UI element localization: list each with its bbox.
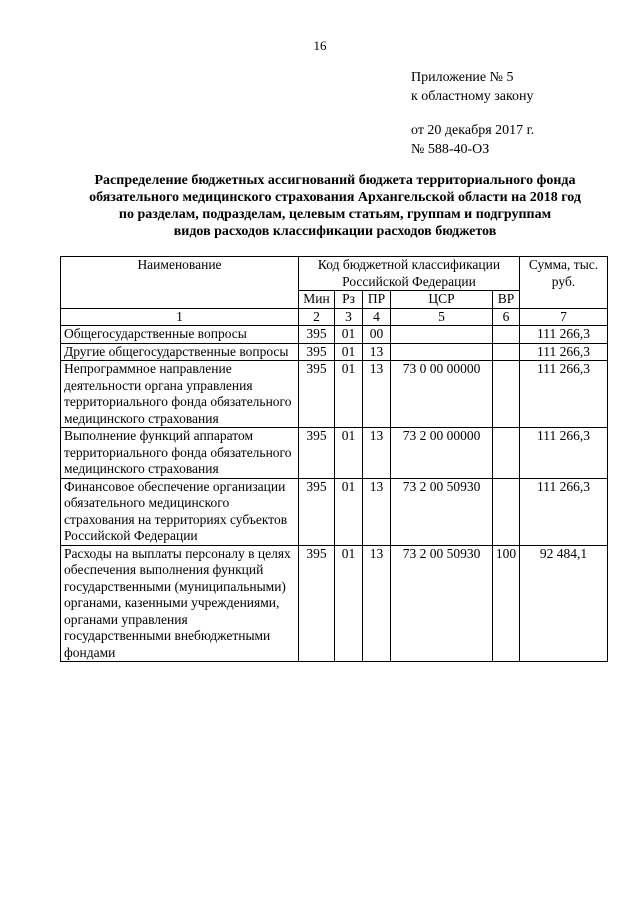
appendix-line-4: № 588-40-ОЗ bbox=[411, 142, 490, 157]
row-min: 395 bbox=[299, 326, 335, 344]
table-row bbox=[61, 545, 608, 662]
header-vr: ВР bbox=[493, 291, 520, 309]
column-number: 1 bbox=[61, 308, 299, 326]
header-rz: Рз bbox=[335, 291, 363, 309]
table-row bbox=[61, 326, 608, 344]
header-name: Наименование bbox=[61, 257, 299, 309]
row-min: 395 bbox=[299, 343, 335, 361]
appendix-line-1: Приложение № 5 bbox=[411, 70, 514, 85]
row-name: Выполнение функций аппаратом территориального фонда обязательного медицинского страхования bbox=[61, 428, 299, 479]
header-min: Мин bbox=[299, 291, 335, 309]
table-row bbox=[61, 428, 608, 479]
row-rz: 01 bbox=[335, 361, 363, 428]
table-row bbox=[61, 343, 608, 361]
row-name: Финансовое обеспечение организации обязательного медицинского страхования на территориях субъектов Российской Федерации bbox=[61, 478, 299, 545]
row-pr: 13 bbox=[363, 361, 391, 428]
row-sum: 92 484,1 bbox=[520, 545, 608, 662]
row-rz: 01 bbox=[335, 343, 363, 361]
row-csr: 73 2 00 00000 bbox=[391, 428, 493, 479]
row-name: Непрограммное направление деятельности органа управления территориального фонда обязательного медицинского страхования bbox=[61, 361, 299, 428]
column-number: 7 bbox=[520, 308, 608, 326]
row-vr bbox=[493, 343, 520, 361]
row-csr: 73 2 00 50930 bbox=[391, 545, 493, 662]
budget-table bbox=[60, 256, 608, 662]
appendix-block bbox=[411, 68, 534, 159]
title-line-2: обязательного медицинского страхования Архангельской области на 2018 год bbox=[89, 190, 581, 205]
row-pr: 13 bbox=[363, 343, 391, 361]
row-sum: 111 266,3 bbox=[520, 478, 608, 545]
column-number: 3 bbox=[335, 308, 363, 326]
row-name: Расходы на выплаты персоналу в целях обеспечения выполнения функций государственными (муниципальными) органами, казенными учреждениями, органами управления государственными внебюджетными фондами bbox=[61, 545, 299, 662]
row-sum: 111 266,3 bbox=[520, 326, 608, 344]
row-sum: 111 266,3 bbox=[520, 428, 608, 479]
row-vr bbox=[493, 428, 520, 479]
row-rz: 01 bbox=[335, 545, 363, 662]
row-csr bbox=[391, 343, 493, 361]
row-min: 395 bbox=[299, 478, 335, 545]
row-pr: 13 bbox=[363, 545, 391, 662]
table-row bbox=[61, 361, 608, 428]
title-line-4: видов расходов классификации расходов бюджетов bbox=[173, 224, 497, 239]
table-row bbox=[61, 478, 608, 545]
header-code-group: Код бюджетной классификации Российской Федерации bbox=[299, 257, 520, 291]
column-number: 2 bbox=[299, 308, 335, 326]
row-sum: 111 266,3 bbox=[520, 361, 608, 428]
row-rz: 01 bbox=[335, 478, 363, 545]
appendix-line-2: к областному закону bbox=[411, 89, 534, 104]
header-pr: ПР bbox=[363, 291, 391, 309]
row-vr bbox=[493, 326, 520, 344]
row-min: 395 bbox=[299, 361, 335, 428]
row-name: Другие общегосударственные вопросы bbox=[61, 343, 299, 361]
row-vr bbox=[493, 478, 520, 545]
row-vr bbox=[493, 361, 520, 428]
appendix-line-3: от 20 декабря 2017 г. bbox=[411, 123, 535, 138]
header-csr: ЦСР bbox=[391, 291, 493, 309]
row-vr: 100 bbox=[493, 545, 520, 662]
row-min: 395 bbox=[299, 545, 335, 662]
row-sum: 111 266,3 bbox=[520, 343, 608, 361]
row-rz: 01 bbox=[335, 326, 363, 344]
column-number: 5 bbox=[391, 308, 493, 326]
column-number-row bbox=[61, 308, 608, 326]
page-number: 16 bbox=[313, 38, 327, 53]
row-pr: 13 bbox=[363, 428, 391, 479]
title-line-1: Распределение бюджетных ассигнований бюджета территориального фонда bbox=[94, 173, 576, 188]
row-csr: 73 2 00 50930 bbox=[391, 478, 493, 545]
row-rz: 01 bbox=[335, 428, 363, 479]
header-sum: Сумма, тыс. руб. bbox=[520, 257, 608, 309]
title-line-3: по разделам, подразделам, целевым статьям, группам и подгруппам bbox=[118, 207, 552, 222]
column-number: 6 bbox=[493, 308, 520, 326]
row-pr: 13 bbox=[363, 478, 391, 545]
column-number: 4 bbox=[363, 308, 391, 326]
row-csr: 73 0 00 00000 bbox=[391, 361, 493, 428]
document-title bbox=[60, 172, 610, 240]
row-min: 395 bbox=[299, 428, 335, 479]
row-name: Общегосударственные вопросы bbox=[61, 326, 299, 344]
row-pr: 00 bbox=[363, 326, 391, 344]
row-csr bbox=[391, 326, 493, 344]
